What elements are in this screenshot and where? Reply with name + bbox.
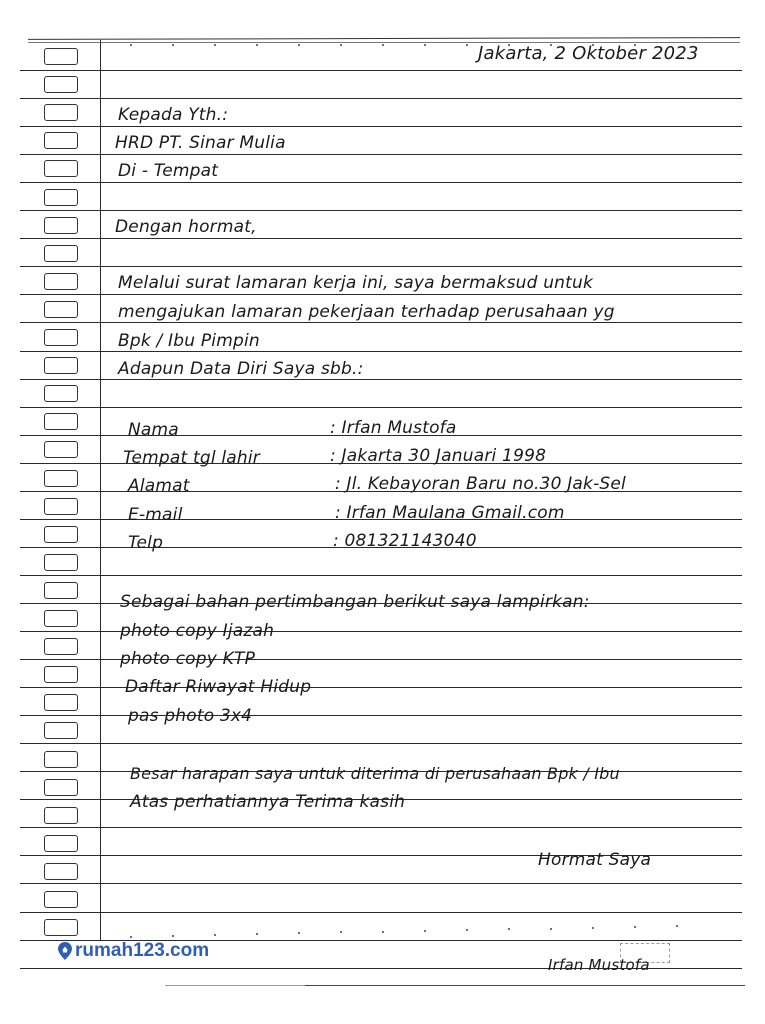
ruled-line bbox=[20, 154, 742, 155]
date-line: Jakarta, 2 Oktober 2023 bbox=[478, 43, 699, 64]
data-value-phone: : 081321143040 bbox=[333, 531, 477, 551]
ruler-dot bbox=[130, 936, 132, 938]
greeting: Dengan hormat, bbox=[115, 217, 257, 237]
margin-checkbox bbox=[44, 554, 78, 571]
recipient-salutation: Kepada Yth.: bbox=[118, 105, 229, 125]
ruled-line bbox=[20, 210, 742, 211]
ruler-dot bbox=[466, 44, 468, 46]
margin-checkbox bbox=[44, 217, 78, 234]
margin-checkbox bbox=[44, 245, 78, 262]
margin-checkbox bbox=[44, 835, 78, 852]
opening-line-1: Melalui surat lamaran kerja ini, saya bermaksud untuk bbox=[118, 273, 594, 293]
margin-checkbox bbox=[44, 751, 78, 768]
closing-line-1: Besar harapan saya untuk diterima di perusahaan Bpk / Ibu bbox=[130, 764, 620, 783]
ruled-line bbox=[20, 126, 742, 127]
margin-checkbox bbox=[44, 160, 78, 177]
ruler-dot bbox=[298, 44, 300, 46]
recipient-place: Di - Tempat bbox=[118, 161, 219, 181]
location-pin-icon bbox=[58, 942, 72, 960]
data-label-email: E-mail bbox=[128, 505, 183, 525]
opening-line-2: mengajukan lamaran pekerjaan terhadap perusahaan yg bbox=[118, 302, 615, 322]
margin-checkbox bbox=[44, 413, 78, 430]
margin-checkbox bbox=[44, 694, 78, 711]
ruled-line bbox=[20, 912, 742, 913]
data-value-name: : Irfan Mustofa bbox=[330, 418, 457, 438]
margin-checkbox bbox=[44, 357, 78, 374]
watermark-logo bbox=[58, 940, 209, 962]
ruler-dot bbox=[340, 44, 342, 46]
attachment-item: photo copy KTP bbox=[120, 649, 256, 669]
margin-checkbox bbox=[44, 610, 78, 627]
ruler-dot bbox=[214, 934, 216, 936]
data-label-phone: Telp bbox=[128, 533, 164, 553]
attachment-item: photo copy Ijazah bbox=[120, 621, 275, 641]
margin-checkbox bbox=[44, 104, 78, 121]
margin-checkbox bbox=[44, 666, 78, 683]
ruled-line bbox=[20, 575, 742, 576]
signature-rule bbox=[165, 985, 305, 986]
ruler-dot bbox=[340, 931, 342, 933]
ruled-line bbox=[20, 743, 742, 744]
data-label-name: Nama bbox=[128, 420, 179, 440]
margin-checkbox bbox=[44, 48, 78, 65]
ruler-dot bbox=[508, 928, 510, 930]
data-label-address: Alamat bbox=[128, 476, 190, 496]
margin-checkbox bbox=[44, 385, 78, 402]
margin-checkbox bbox=[44, 273, 78, 290]
ruler-dot bbox=[424, 44, 426, 46]
margin-checkbox bbox=[44, 722, 78, 739]
closing-line-2: Atas perhatiannya Terima kasih bbox=[130, 792, 406, 812]
margin-checkbox bbox=[44, 76, 78, 93]
ruled-line bbox=[20, 70, 742, 71]
ruler-dot bbox=[298, 932, 300, 934]
attachments-intro: Sebagai bahan pertimbangan berikut saya lampirkan: bbox=[120, 592, 590, 612]
data-intro: Adapun Data Diri Saya sbb.: bbox=[118, 359, 364, 379]
ruler-dot bbox=[382, 931, 384, 933]
ruler-dot bbox=[256, 44, 258, 46]
ruler-dot bbox=[424, 930, 426, 932]
ruler-dot bbox=[130, 44, 132, 46]
margin-checkbox bbox=[44, 441, 78, 458]
recipient-company: HRD PT. Sinar Mulia bbox=[115, 133, 286, 153]
ruled-line bbox=[20, 827, 742, 828]
margin-checkbox bbox=[44, 919, 78, 936]
margin-checkbox bbox=[44, 891, 78, 908]
sign-off: Hormat Saya bbox=[538, 850, 652, 870]
margin-checkbox bbox=[44, 863, 78, 880]
ruler-dot bbox=[466, 929, 468, 931]
margin-checkbox bbox=[44, 498, 78, 515]
data-label-birth: Tempat tgl lahir bbox=[123, 448, 260, 468]
ruler-dot bbox=[634, 926, 636, 928]
signature-name: Irfan Mustofa bbox=[548, 956, 650, 974]
signature-rule bbox=[305, 985, 745, 986]
ruled-line bbox=[20, 182, 742, 183]
ruled-line bbox=[20, 407, 742, 408]
ruler-dot bbox=[676, 925, 678, 927]
margin-checkbox bbox=[44, 807, 78, 824]
margin-checkbox bbox=[44, 638, 78, 655]
data-value-address: : Jl. Kebayoran Baru no.30 Jak-Sel bbox=[335, 474, 626, 494]
margin-checkbox bbox=[44, 582, 78, 599]
ruler-dot bbox=[550, 928, 552, 930]
ruler-dot bbox=[172, 935, 174, 937]
margin-checkbox bbox=[44, 470, 78, 487]
attachment-item: pas photo 3x4 bbox=[128, 706, 253, 726]
ruled-line bbox=[20, 294, 742, 295]
ruler-dot bbox=[172, 44, 174, 46]
margin-checkbox bbox=[44, 189, 78, 206]
margin-checkbox bbox=[44, 301, 78, 318]
ruler-dot bbox=[214, 44, 216, 46]
watermark-text: rumah123.com bbox=[75, 940, 210, 961]
ruler-dot bbox=[592, 927, 594, 929]
margin-checkbox bbox=[44, 329, 78, 346]
margin-checkbox bbox=[44, 132, 78, 149]
ruled-line bbox=[20, 883, 742, 884]
margin-checkbox bbox=[44, 779, 78, 796]
ruler-dot bbox=[382, 44, 384, 46]
ruled-line bbox=[20, 98, 742, 99]
ruled-line bbox=[20, 238, 742, 239]
top-rule bbox=[28, 37, 740, 40]
data-value-email: : Irfan Maulana Gmail.com bbox=[335, 503, 565, 523]
data-value-birth: : Jakarta 30 Januari 1998 bbox=[330, 446, 547, 466]
ruler-dot bbox=[256, 933, 258, 935]
ruled-line bbox=[20, 322, 742, 323]
ruled-line bbox=[20, 266, 742, 267]
opening-line-3: Bpk / Ibu Pimpin bbox=[118, 331, 260, 351]
attachment-item: Daftar Riwayat Hidup bbox=[125, 677, 312, 697]
margin-checkbox bbox=[44, 526, 78, 543]
